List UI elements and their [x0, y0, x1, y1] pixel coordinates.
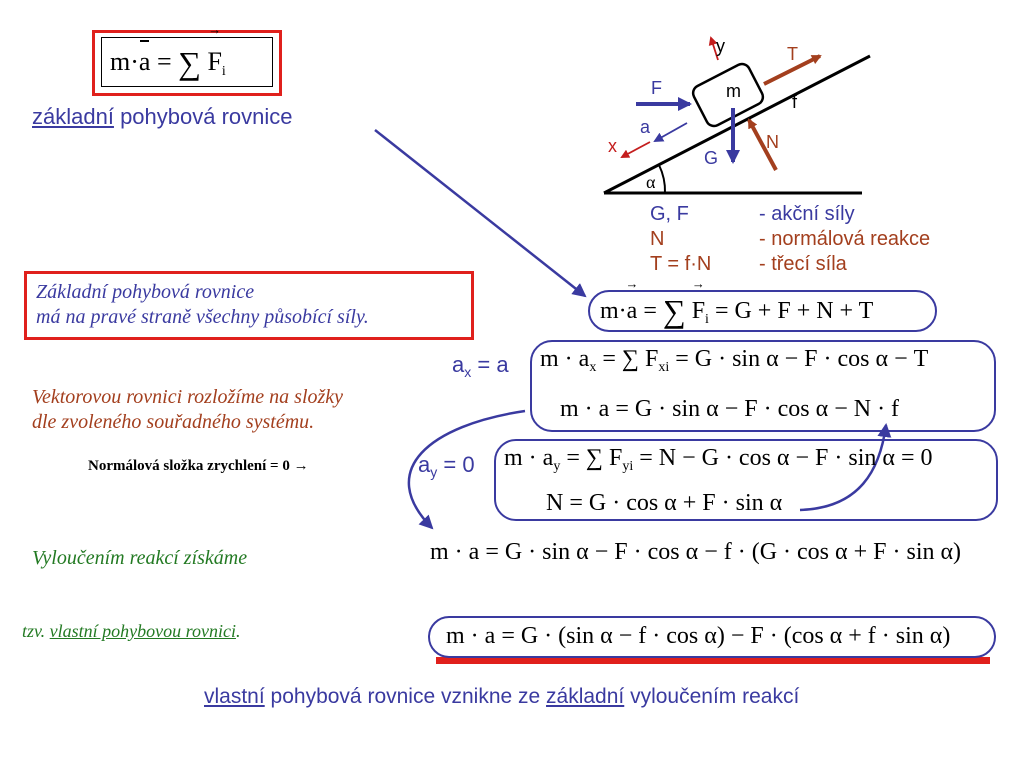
final-underline: [436, 657, 990, 664]
legend-symbol: T = f·N: [650, 253, 712, 275]
legend-row: [650, 202, 930, 227]
legend-symbol: G, F: [650, 203, 689, 225]
basic-equation-caption: základní pohybová rovnice: [32, 104, 293, 129]
label-y: y: [716, 36, 725, 56]
decompose-line1: Vektorovou rovnici rozložíme na složky: [32, 386, 344, 408]
normal-note: Normálová složka zrychlení = 0 →: [88, 458, 309, 474]
vector-F: → F: [207, 38, 221, 86]
label-G: G: [704, 148, 719, 168]
label-T: T: [787, 44, 798, 64]
x-axis-arrow: [622, 142, 650, 157]
forces-note-line1: Základní pohybová rovnice: [36, 281, 255, 303]
label-a: a: [640, 117, 651, 137]
y-equation-2: N = G · cos α + F · sin α: [546, 490, 783, 516]
decompose-note: [32, 385, 343, 435]
label-m: m: [726, 81, 741, 101]
angle-arc: [659, 165, 665, 193]
combined-equation: m · a = G · sin α − F · cos α − f · (G · cos α + F · sin α): [430, 539, 962, 565]
vector-a: a: [139, 38, 151, 86]
ax-label: $a_x = a$: [452, 352, 509, 380]
x-equation-1: $m \cdot a_x$ = ∑ $F_{xi} = G \cdot \sin \alpha - F \cdot \cos \alpha - T$: [540, 346, 929, 375]
y-equation-1: $m \cdot a_y$ = ∑ $F_{yi} = N - G \cdot \cos \alpha - F \cdot \sin \alpha = 0$: [504, 445, 933, 474]
legend-row: [650, 252, 930, 277]
basic-equation: m·a = ∑ → $F_i$: [101, 37, 273, 87]
legend-desc: - akční síly: [759, 203, 855, 225]
x-equation-2: m · a = G · sin α − F · cos α − N · f: [560, 396, 900, 422]
decompose-line2: dle zvoleného souřadného systému.: [32, 411, 315, 433]
tzv-note: tzv. vlastní pohybovou rovnici.: [22, 621, 241, 641]
label-N: N: [766, 132, 779, 152]
label-alpha: α: [646, 172, 656, 192]
legend-desc: - třecí síla: [759, 253, 847, 275]
footer-caption: vlastní pohybová rovnice vznikne ze základní vyloučením reakcí: [204, 685, 800, 708]
final-equation: m · a = G · (sin α − f · cos α) − F · (cos α + f · sin α): [446, 623, 951, 649]
acceleration-arrow: [655, 123, 687, 141]
ay-label: $a_y = 0$: [418, 452, 475, 480]
legend: [650, 202, 930, 277]
tzv-link: vlastní pohybovou rovnici: [49, 621, 236, 641]
label-F: F: [651, 78, 662, 98]
legend-symbol: N: [650, 228, 665, 250]
legend-row: [650, 227, 930, 252]
label-f: f: [792, 92, 798, 112]
legend-desc: - normálová reakce: [759, 228, 931, 250]
vector-equation: m·→ a = ∑ → $F_i = G + F + N + T$: [588, 290, 937, 332]
forces-note-line2: má na pravé straně všechny působící síly.: [36, 306, 369, 328]
elimination-note: Vyloučením reakcí získáme: [32, 547, 248, 569]
forces-note-box: [24, 271, 474, 340]
label-x: x: [608, 136, 617, 156]
